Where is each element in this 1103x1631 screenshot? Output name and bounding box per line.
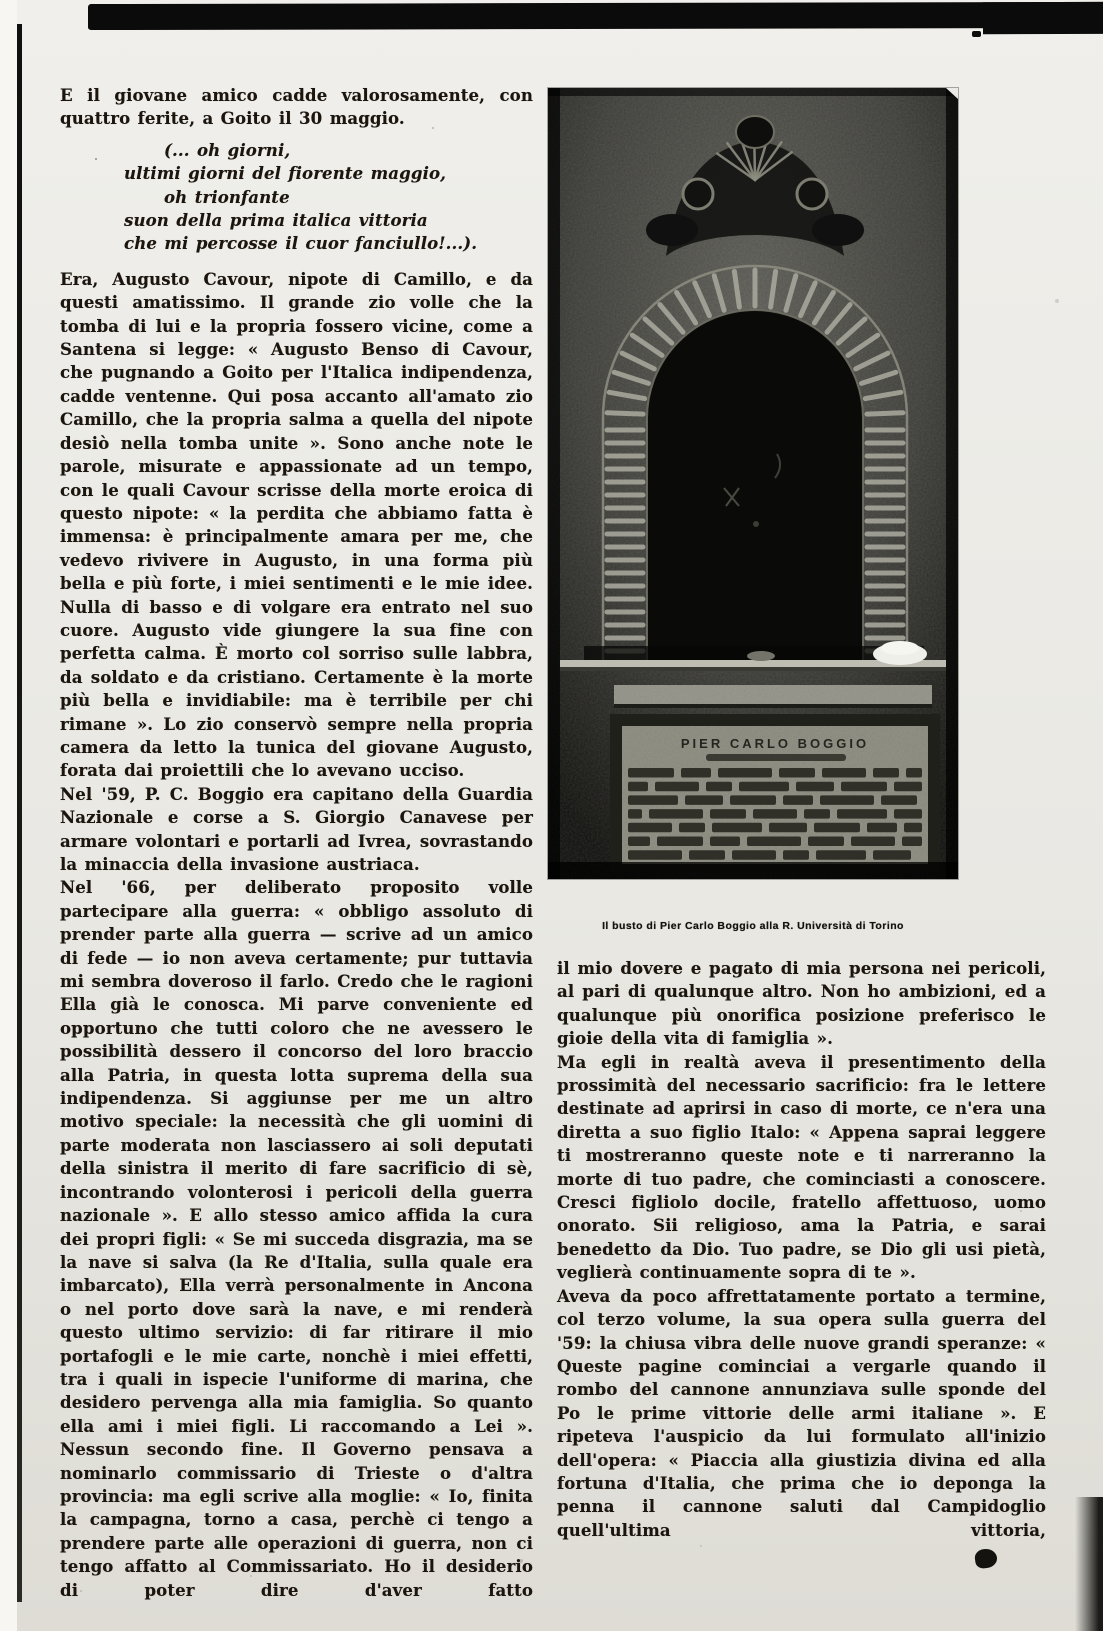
scan-corner-shadow: [1075, 1497, 1103, 1631]
scan-ink-dot: [972, 31, 981, 37]
paragraph-dovere: il mio dovere e pagato di mia persona nei pericoli, al pari di qualunque altro. Non ho ambizioni, ed a qualunque più onorifica posizione preferisco le gioie della vita di famiglia ».: [557, 958, 1046, 1049]
plaque-subline-smudge: [706, 754, 846, 761]
paragraph-intro: E il giovane amico cadde valorosamente, con quattro ferite, a Goito il 30 maggio.: [60, 85, 533, 129]
paper-left-margin: [0, 0, 17, 1631]
verse-line: che mi percosse il cuor fanciullo!...).: [124, 233, 478, 254]
verse-line: oh trionfante: [164, 186, 290, 207]
verse-block: [124, 139, 533, 256]
verse-line: suon della prima italica vittoria: [124, 210, 428, 231]
paper-specks: [0, 0, 2, 2]
paragraph-opera: Aveva da poco affrettatamente portato a termine, col terzo volume, la sua opera sulla guerra del '59: la chiusa vibra delle nuove grandi speranze: « Queste pagine cominciai a vergarle quando il rombo del cannone annunziava sulle sponde del Po le prime vittorie delle armi italiane ». E ripeteva l'auspicio da lui formulato all'inizio dell'opera: « Piaccia alla giustizia divina ed alla fortuna d'Italia, che prima che io deponga la penna il cannone saluti dal Campidoglio quell'ultima vittoria,: [557, 1285, 1046, 1540]
paragraph-cavour: Era, Augusto Cavour, nipote di Camillo, e da questi amatissimo. Il grande zio volle che la tomba di lui e la propria fossero vicine, come a Santena si legge: « Augusto Benso di Cavour, che pugnando a Goito per l'Italica indipendenza, cadde ventenne. Qui posa accanto all'amato zio Camillo, che la propria salma a quella del nipote desiò nella tomba unite ». Sono anche note le parole, misurate e appassionate ad un tempo, con le quali Cavour scrisse della morte eroica di questo nipote: « la perdita che abbiamo fatta è immensa: è principalmente amara per me, che vedevo rivivere in Augusto, in una forma più bella e più forte, i miei sentimenti e le mie idee. Nulla di basso e di volgare era entrato nel suo cuore. Augusto vide giungere la sua fine con perfetta calma. È morto col sorriso sulle labbra, da soldato e da cristiano. Certamente è la morte più bella e invidiabile: ma è terribile per chi rimane ». Lo zio conservò sempre nella propria camera da letto la tunica del giovane Augusto, forata dai proiettili che lo avevano ucciso.: [60, 268, 533, 781]
inscription-panel: [610, 714, 940, 872]
stone-band: [614, 685, 932, 708]
photo-caption: Il busto di Pier Carlo Boggio alla R. Università di Torino: [602, 920, 904, 932]
right-column: [557, 957, 1046, 1542]
verse-line: ultimi giorni del fiorente maggio,: [124, 163, 447, 184]
verse-line: (... oh giorni,: [164, 139, 291, 160]
monument-photo: [548, 88, 958, 879]
paragraph-guardia: Nel '59, P. C. Boggio era capitano della Guardia Nazionale e corse a S. Giorgio Canavese per armare volontari e portarli ad Ivrea, sovrastando la minaccia della invasione austriaca.: [60, 783, 533, 874]
paragraph-lettera: Ma egli in realtà aveva il presentimento della prossimità del necessario sacrificio: fra le lettere destinate ad aprirsi in caso di morte, ce n'era una diretta a suo figlio Italo: « Appena saprai leggere ti mostreranno queste note e ti narreranno la morte di tuo padre, che cominciasti a conoscere. Cresci figliolo docile, fratello affettuoso, uomo onorato. Sii religioso, ama la Patria, e sarai benedetto da Dio. Tuo padre, se Dio gli usi pietà, veglierà continuamente sopra di te ».: [557, 1051, 1046, 1283]
niche-interior: [647, 310, 863, 660]
monument-photo-svg: [548, 88, 958, 879]
brick-rows: [628, 768, 922, 860]
scan-left-edge-line: [17, 24, 22, 1602]
left-column: [60, 84, 533, 1602]
paragraph-guerra: Nel '66, per deliberato proposito volle partecipare alla guerra: « obbligo assoluto di prender parte alla guerra — scrive ad un amico di fede — io non aveva certamente; pur tuttavia mi sembra doveroso il farlo. Credo che le ragioni Ella già le conosca. Mi parve conveniente ed opportuno che tutti coloro che ne avessero le possibilità dessero il concorso del loro braccio alla Patria, in questa lotta suprema della sua indipendenza. Si aggiunse per me un altro motivo speciale: la necessità che gli uomini di parte moderata non lasciassero ai soli deputati della sinistra il merito di fare sacrificio di sè, incontrando volonterosi i pericoli della guerra nazionale ». E allo stesso amico affida la cura dei propri figli: « Se mi succeda disgrazia, ma se la nave si salva (la Re d'Italia, sulla quale era imbarcato), Ella verrà personalmente in Ancona o nel porto dove sarà la nave, e mi renderà questo ultimo servizio: di far ritirare il mio portafogli e le mie carte, nonchè i miei effetti, tra i quali in ispecie l'uniforme di marina, che desidero pervenga alla mia famiglia. So quanto ella ami i miei figli. Li raccomando a Lei ». Nessun secondo fine. Il Governo pensava a nominarlo commissario di Trieste o d'altra provincia: ma egli scrive alla moglie: « Io, finita la campagna, torno a casa, perchè ci tengo a prendere parte alle operazioni di guerra, non ci tengo affatto al Commissariato. Ho il desiderio di poter dire d'aver fatto: [60, 877, 533, 1600]
small-object: [747, 651, 775, 661]
page-number-blob: [974, 1548, 998, 1570]
plaque-inscription: PIER CARLO BOGGIO: [680, 736, 870, 751]
scan-top-band: [88, 2, 1103, 30]
